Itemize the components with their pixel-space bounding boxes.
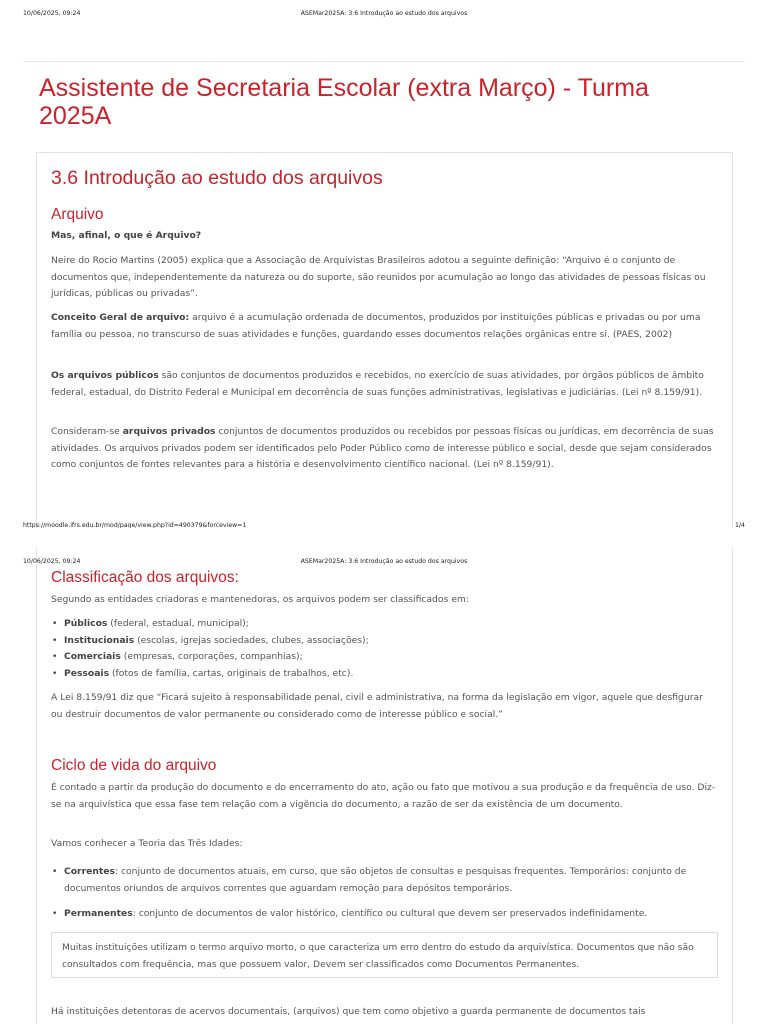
print-title-2: ASEMar2025A: 3.6 Introdução ao estudo dos arquivos [300, 558, 468, 565]
list-item: • Institucionais (escolas, igrejas sociedades, clubes, associações); [51, 633, 716, 650]
acervos-paragraph: Há instituições detentoras de acervos documentais, (arquivos) que tem como objetivo a guarda permanente de documentos tais [51, 1006, 646, 1017]
print-title: ASEMar2025A: 3.6 Introdução ao estudo dos arquivos [300, 10, 468, 17]
arquivo-question: Mas, afinal, o que é Arquivo? [51, 230, 202, 241]
print-date-2: 10/06/2025, 09:24 [23, 558, 81, 565]
arquivos-publicos: Os arquivos públicos são conjuntos de documentos produzidos e recebidos, no exercício de suas atividades, por órgãos públicos de âmbito federal, estadual, do Distrito Federal e Municipal em decorrência de suas funções administrativas, legislativas e judiciárias. (Lei nº 8.159/91). [51, 370, 704, 398]
arquivo-definition: Neire do Rocio Martins (2005) explica que a Associação de Arquivistas Brasileiros adotou a seguinte definição: “Arquivo é o conjunto de documentos que, independentemente da natureza ou do suporte, são reunidos por acumulação ao longo das atividades de pessoas físicas ou jurídicas, públicas ou privadas”. [51, 255, 706, 300]
page-number: 1/4 [735, 522, 745, 528]
list-item: • Pessoais (fotos de família, cartas, originais de trabalhos, etc). [51, 666, 716, 683]
classificacao-list [51, 616, 716, 682]
list-item: • Comerciais (empresas, corporações, companhias); [51, 649, 716, 666]
print-date: 10/06/2025, 09:24 [23, 10, 81, 17]
list-item: • Correntes: conjunto de documentos atuais, em curso, que são objetos de consultas e pesquisas frequentes. Temporários: conjunto de documentos oriundos de arquivos correntes que aguardam remoção para depósitos temporários. [51, 864, 716, 897]
section-title: 3.6 Introdução ao estudo dos arquivos [51, 167, 383, 189]
print-url: https://moodle.ifrs.edu.br/mod/page/view.php?id=490379&forceview=1 [23, 522, 247, 528]
course-title: Assistente de Secretaria Escolar (extra Março) - Turma 2025A [39, 74, 649, 130]
classificacao-intro: Segundo as entidades criadoras e mantenedoras, os arquivos podem ser classificados em: [51, 594, 469, 605]
list-item: • Públicos (federal, estadual, municipal); [51, 616, 716, 633]
heading-ciclo: Ciclo de vida do arquivo [51, 757, 217, 774]
conceito-geral: Conceito Geral de arquivo: arquivo é a acumulação ordenada de documentos, produzidos por instituições públicas e privadas ou por uma família ou pessoa, no transcurso de suas atividades e funções, guardando esses documentos relações orgânicas entre si. (PAES, 2002) [51, 312, 701, 340]
lei-citation: A Lei 8.159/91 diz que “Ficará sujeito à responsabilidade penal, civil e administrativa, na forma da legislação em vigor, aquele que desfigurar ou destruir documentos de valor permanente ou considerado como de interesse público e social.” [51, 692, 703, 720]
teoria-intro: Vamos conhecer a Teoria das Três Idades: [51, 838, 243, 849]
arquivo-morto-note: Muitas instituições utilizam o termo arquivo morto, o que caracteriza um erro dentro do estudo da arquivística. Documentos que não são consultados com frequência, mas que possuem valor, Devem ser classificados como Documentos Permanentes. [51, 932, 718, 978]
page-gap [0, 528, 768, 548]
list-item: • Permanentes: conjunto de documentos de valor histórico, científico ou cultural que devem ser preservados indefinidamente. [51, 906, 716, 923]
header-divider [23, 61, 745, 62]
ciclo-paragraph: É contado a partir da produção do documento e do encerramento do ato, ação ou fato que motivou a sua produção e da frequência de uso. Diz-se na arquivística que essa fase tem relação com a vigência do documento, a razão de ser da existência de um documento. [51, 782, 716, 810]
arquivos-privados: Consideram-se arquivos privados conjuntos de documentos produzidos ou recebidos por pessoas físicas ou jurídicas, em decorrência de suas atividades. Os arquivos privados podem ser identificados pelo Poder Público como de interesse público e social, desde que sejam considerados como conjuntos de fontes relevantes para a história e desenvolvimento científico nacional. (Lei nº 8.159/91). [51, 426, 714, 471]
heading-arquivo: Arquivo [51, 206, 104, 223]
heading-classificacao: Classificação dos arquivos: [51, 569, 239, 586]
idades-list [51, 864, 716, 923]
